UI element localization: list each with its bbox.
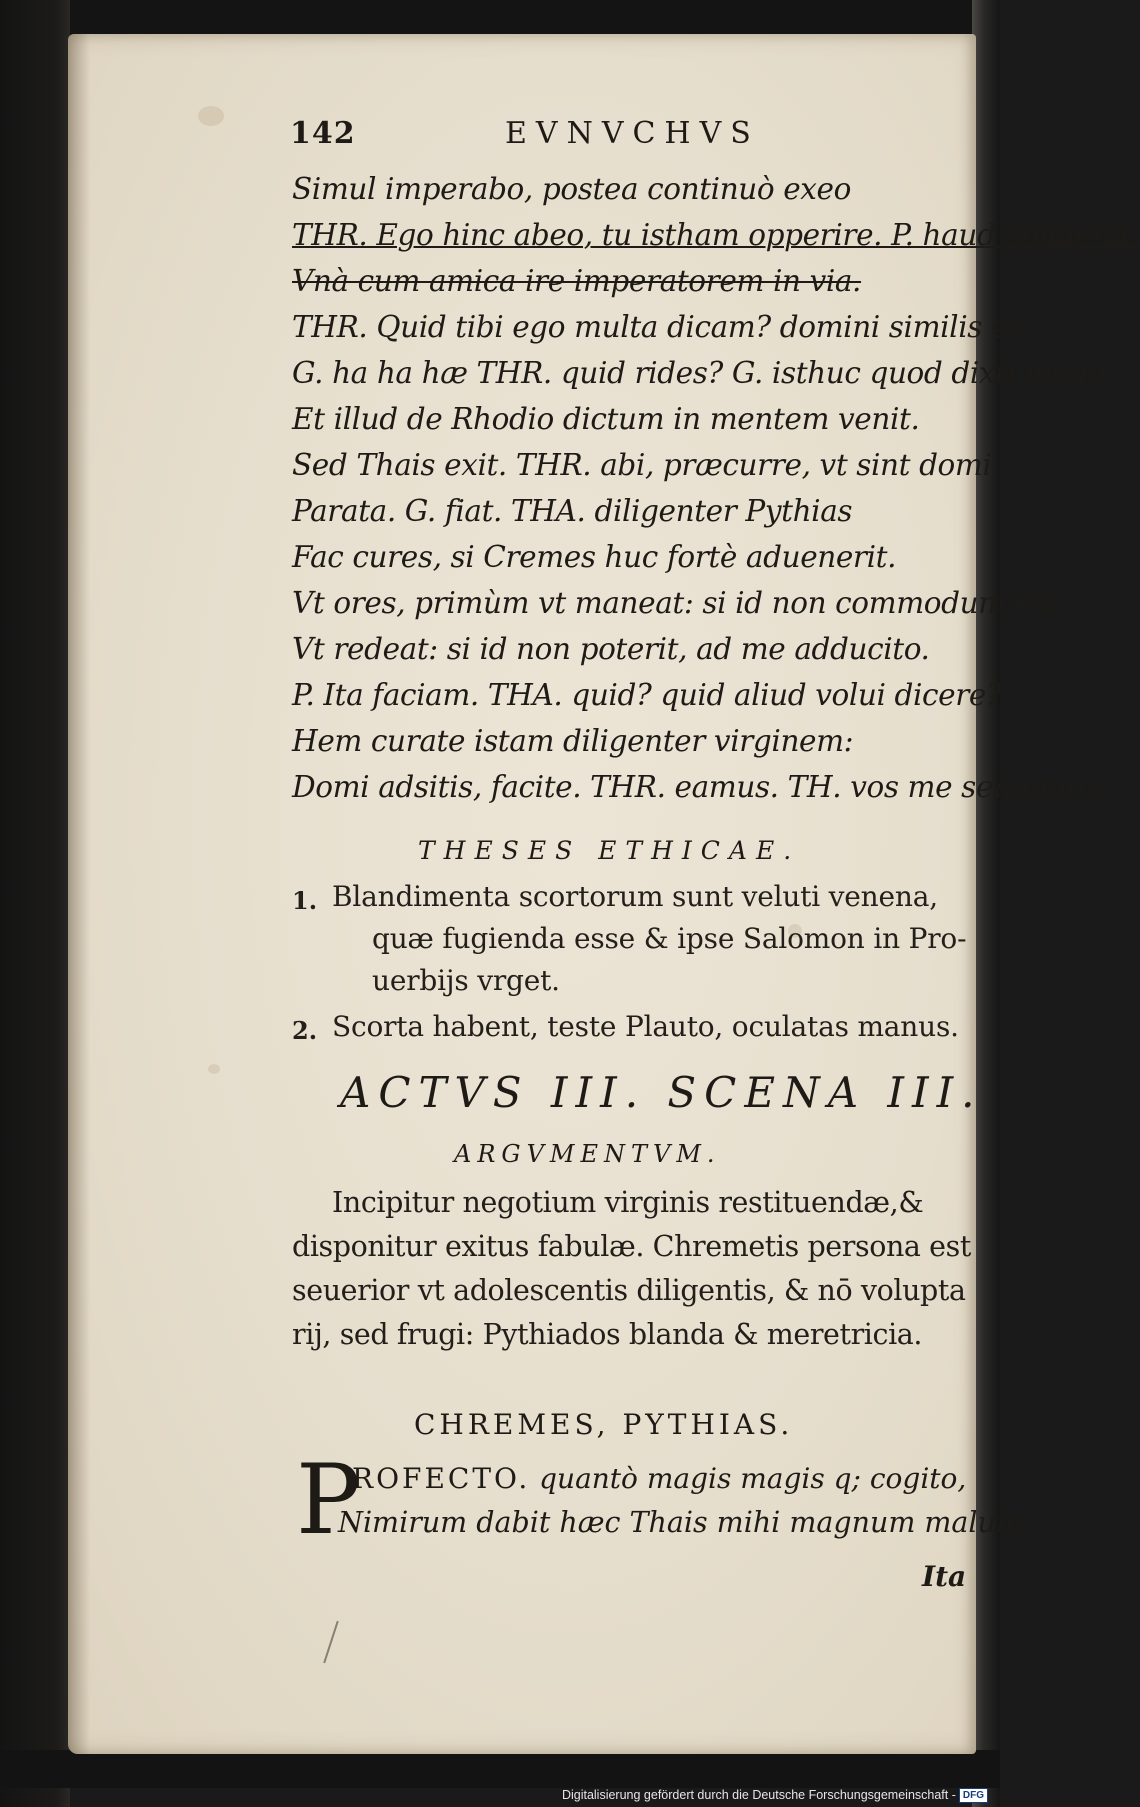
verse-line: Et illud de Rhodio dictum in mentem venit. [292,402,920,436]
page-stain [198,106,224,126]
scene-line-1-rest: quantò magis magis q; cogito, [539,1462,967,1495]
verse-line: Sed Thais exit. THR. abi, præcurre, vt sint domi [292,448,992,482]
page-number: 142 [290,116,356,151]
footer-text: Digitalisierung gefördert durch die Deutsche Forschungsgemeinschaft - [561,1787,956,1802]
thesis-line: Blandimenta scortorum sunt veluti venena, [332,880,938,913]
act-heading: ACTVS III. SCENA III. [340,1068,983,1117]
thesis-number: 2. [292,1016,318,1045]
digitization-footer [562,1788,988,1803]
scene-line-2: Nimirum dabit hæc Thais mihi magnum malum. [338,1506,1032,1539]
argument-line: disponitur exitus fabulæ. Chremetis persona est [292,1230,971,1263]
running-title: EVNVCHVS [505,116,760,151]
catchword: Ita [922,1560,967,1593]
thesis-number: 1. [292,886,318,915]
argument-heading: ARGVMENTVM. [454,1140,721,1168]
thesis-line: quæ fugienda esse & ipse Salomon in Pro- [372,922,967,955]
verse-line: THR. Quid tibi ego multa dicam? domini similis es. [292,310,1032,344]
scan-left-margin [0,0,70,1807]
verse-line: Fac cures, si Cremes huc fortè aduenerit. [292,540,897,574]
scene-line-1 [352,1462,966,1495]
scan-bottom-edge [0,1750,1000,1788]
verse-line: Parata. G. fiat. THA. diligenter Pythias [292,494,853,528]
verse-line: Hem curate istam diligenter virginem: [292,724,854,758]
verse-line: G. ha ha hæ THR. quid rides? G. isthuc quod dixti modò: [292,356,1115,390]
argument-line: seuerior vt adolescentis diligentis, & nō volupta [292,1274,966,1307]
running-head [290,116,760,151]
verse-line: THR. Ego hinc abeo, tu istham opperire. P. haud conuenit. [292,218,1140,252]
spine-shadow [68,34,90,1754]
verse-line: Domi adsitis, facite. THR. eamus. TH. vos me sequimini. [292,770,1113,804]
verse-line: Vnà cum amica ire imperatorem in via. [292,264,862,298]
page-stain [208,1064,220,1074]
verse-line: Vt ores, primùm vt maneat: si id non commodum est. [292,586,1068,620]
argument-line: rij, sed frugi: Pythiados blanda & meretricia. [292,1318,923,1351]
dfg-logo-icon: DFG [959,1788,988,1803]
verse-line: Simul imperabo, postea continuò exeo [292,172,851,206]
drop-cap: P [296,1444,361,1556]
verse-line: P. Ita faciam. THA. quid? quid aliud volui dicere? [292,678,1002,712]
scene-speakers: CHREMES, PYTHIAS. [414,1408,794,1441]
thesis-line: Scorta habent, teste Plauto, oculatas manus. [332,1010,959,1043]
verse-line: Vt redeat: si id non poterit, ad me adducito. [292,632,930,666]
scene-line-1-caps: ROFECTO. [352,1462,531,1495]
scan-top-edge [0,0,1000,36]
thesis-line: uerbijs vrget. [372,964,560,997]
theses-heading: THESES ETHICAE. [418,836,801,865]
argument-line: Incipitur negotium virginis restituendæ,& [332,1186,924,1219]
